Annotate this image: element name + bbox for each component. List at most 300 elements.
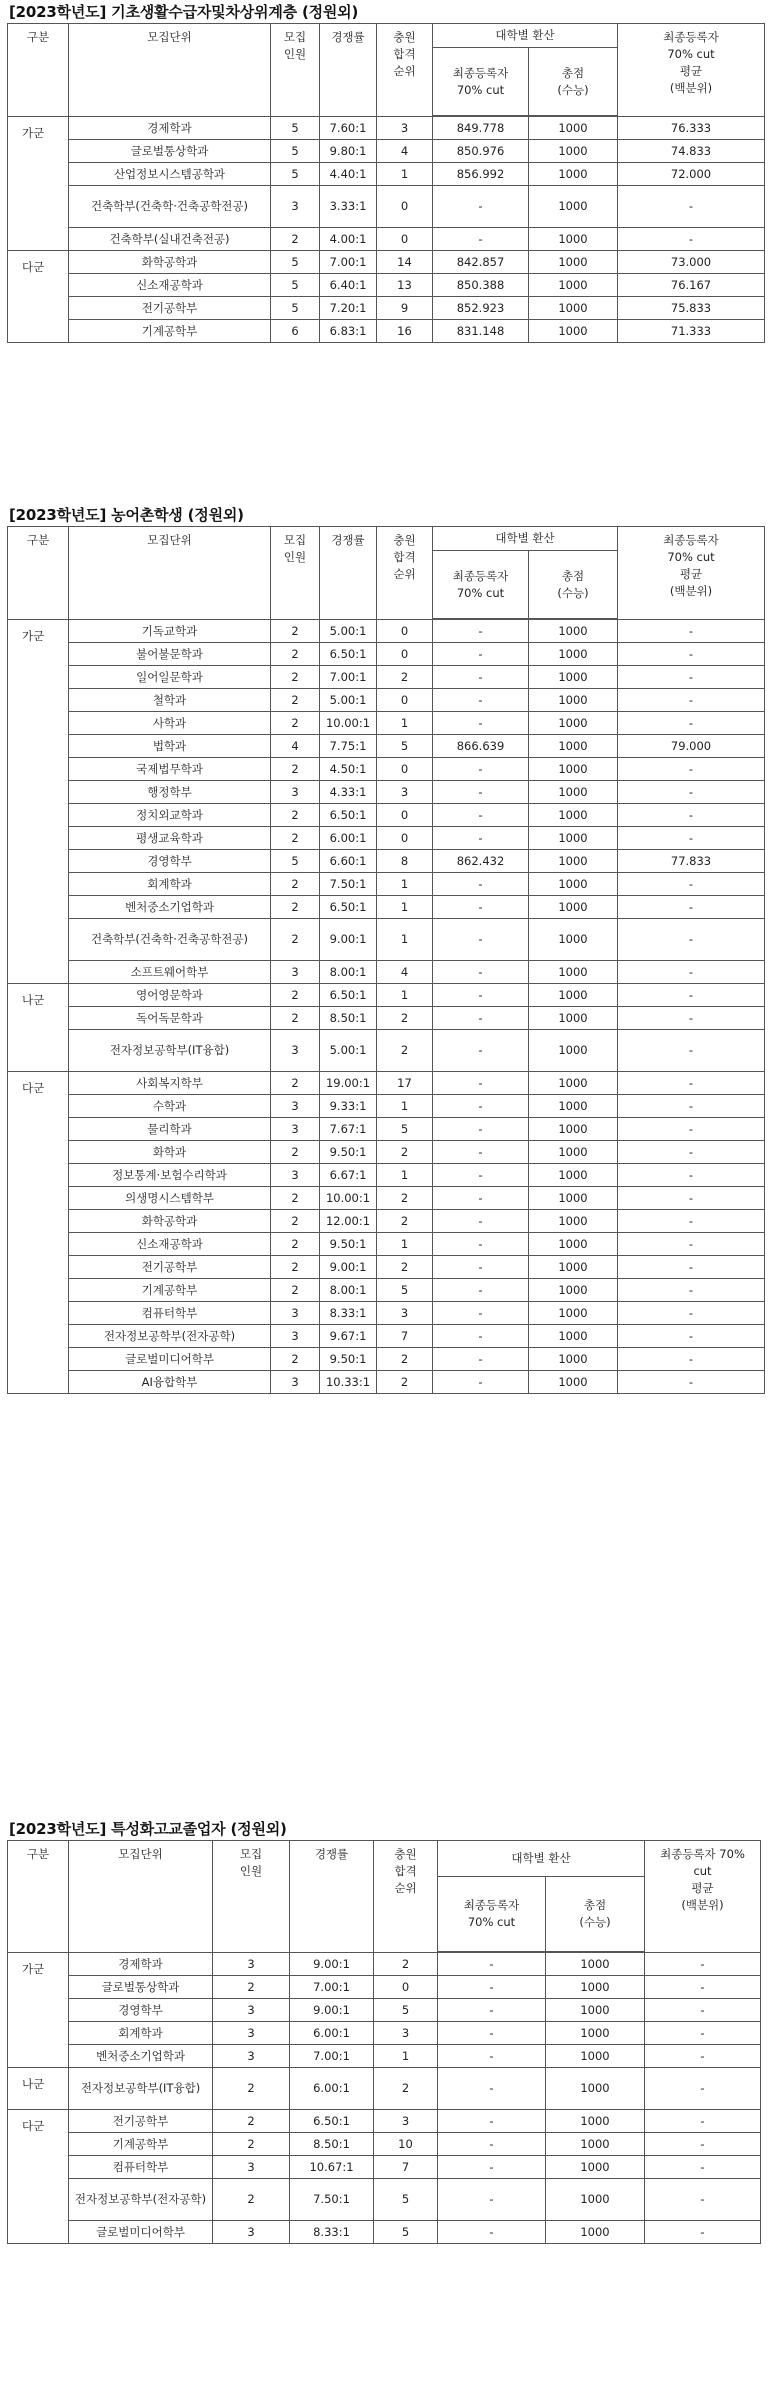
total-cell: 1000 <box>529 735 618 758</box>
rank-cell: 2 <box>377 1030 433 1072</box>
quota-cell: 2 <box>271 758 320 781</box>
rank-cell: 5 <box>377 1118 433 1141</box>
header-line: 모집 <box>283 533 307 547</box>
dept-cell: 회계학과 <box>69 2022 213 2045</box>
ratio-cell: 6.50:1 <box>320 984 377 1007</box>
table-row <box>8 140 765 163</box>
rank-cell: 1 <box>377 163 433 186</box>
table-row <box>8 1953 761 1976</box>
total-cell: 1000 <box>546 2133 645 2156</box>
quota-cell: 2 <box>271 643 320 666</box>
quota-cell: 6 <box>271 320 320 343</box>
ratio-cell: 6.00:1 <box>290 2068 374 2110</box>
avg-cell: 76.167 <box>618 274 765 297</box>
dept-cell: 불어불문학과 <box>69 643 271 666</box>
avg-cell: - <box>618 873 765 896</box>
avg-cell: - <box>618 1233 765 1256</box>
avg-cell: - <box>618 643 765 666</box>
cut70-cell: - <box>433 1007 529 1030</box>
quota-cell: 4 <box>271 735 320 758</box>
cut70-cell: - <box>433 781 529 804</box>
table-body <box>8 1841 761 2244</box>
cut70-cell: 831.148 <box>433 320 529 343</box>
rank-cell: 5 <box>374 1999 438 2022</box>
avg-cell: - <box>618 984 765 1007</box>
table-row <box>8 274 765 297</box>
ratio-cell: 6.50:1 <box>320 804 377 827</box>
header-total <box>529 48 618 116</box>
avg-cell: - <box>618 1325 765 1348</box>
header-line: 합격 <box>394 1864 417 1878</box>
avg-cell: - <box>645 2068 761 2110</box>
quota-cell: 3 <box>213 2156 290 2179</box>
cut70-cell: - <box>433 1279 529 1302</box>
table-row <box>8 1164 765 1187</box>
section-title: [2023학년도] 특성화고교졸업자 (정원외) <box>9 1820 287 1838</box>
header-line: 70% cut <box>667 47 715 61</box>
avg-cell: 74.833 <box>618 140 765 163</box>
cut70-cell: - <box>438 1976 546 1999</box>
avg-cell: - <box>645 2133 761 2156</box>
quota-cell: 5 <box>271 163 320 186</box>
total-cell: 1000 <box>529 620 618 643</box>
rank-cell: 1 <box>374 2045 438 2068</box>
rank-cell: 2 <box>377 1371 433 1394</box>
quota-cell: 2 <box>271 1210 320 1233</box>
avg-cell: 79.000 <box>618 735 765 758</box>
rank-cell: 7 <box>377 1325 433 1348</box>
table-row <box>8 1118 765 1141</box>
total-cell: 1000 <box>529 896 618 919</box>
quota-cell: 2 <box>271 620 320 643</box>
ratio-cell: 7.67:1 <box>320 1118 377 1141</box>
dept-cell: 경제학과 <box>69 1953 213 1976</box>
table-row <box>8 117 765 140</box>
cut70-cell: - <box>433 1256 529 1279</box>
avg-cell: - <box>618 961 765 984</box>
table-row <box>8 251 765 274</box>
group-cell: 나군 <box>8 2068 69 2110</box>
rank-cell: 5 <box>374 2179 438 2221</box>
ratio-cell: 8.00:1 <box>320 961 377 984</box>
admission-table <box>7 23 765 343</box>
quota-cell: 2 <box>271 1233 320 1256</box>
total-cell: 1000 <box>546 2110 645 2133</box>
ratio-cell: 6.40:1 <box>320 274 377 297</box>
cut70-cell: - <box>433 961 529 984</box>
table-row <box>8 1233 765 1256</box>
quota-cell: 3 <box>271 1371 320 1394</box>
dept-cell: 독어독문학과 <box>69 1007 271 1030</box>
header-dept: 모집단위 <box>69 527 271 620</box>
total-cell: 1000 <box>529 1141 618 1164</box>
dept-cell: 전기공학부 <box>69 297 271 320</box>
table-row <box>8 643 765 666</box>
rank-cell: 3 <box>377 781 433 804</box>
cut70-cell: - <box>438 2022 546 2045</box>
total-cell: 1000 <box>529 228 618 251</box>
header-cut70 <box>433 48 529 116</box>
dept-cell: 철학과 <box>69 689 271 712</box>
dept-cell: 컴퓨터학부 <box>69 2156 213 2179</box>
dept-cell: 행정학부 <box>69 781 271 804</box>
total-cell: 1000 <box>529 251 618 274</box>
header-conversion: 대학별 환산 <box>438 1841 645 1877</box>
ratio-cell: 7.00:1 <box>290 2045 374 2068</box>
total-cell: 1000 <box>529 1007 618 1030</box>
avg-cell: - <box>618 1164 765 1187</box>
cut70-cell: - <box>433 1371 529 1394</box>
cut70-cell: - <box>433 712 529 735</box>
total-cell: 1000 <box>529 1371 618 1394</box>
avg-cell: - <box>645 2045 761 2068</box>
table-row <box>8 1210 765 1233</box>
rank-cell: 4 <box>377 140 433 163</box>
rank-cell: 1 <box>377 873 433 896</box>
header-line: 충원 <box>393 533 416 547</box>
header-line: 인원 <box>283 47 307 61</box>
dept-cell: 글로벌통상학과 <box>69 140 271 163</box>
quota-cell: 2 <box>271 919 320 961</box>
dept-cell: 신소재공학과 <box>69 1233 271 1256</box>
total-cell: 1000 <box>529 919 618 961</box>
avg-cell: 73.000 <box>618 251 765 274</box>
rank-cell: 0 <box>377 689 433 712</box>
rank-cell: 2 <box>377 1007 433 1030</box>
total-cell: 1000 <box>529 1118 618 1141</box>
ratio-cell: 9.00:1 <box>290 1999 374 2022</box>
avg-cell: - <box>645 2179 761 2221</box>
table-row <box>8 1348 765 1371</box>
avg-cell: - <box>645 1953 761 1976</box>
avg-cell: - <box>618 1256 765 1279</box>
cut70-cell: 850.976 <box>433 140 529 163</box>
quota-cell: 2 <box>213 2133 290 2156</box>
quota-cell: 2 <box>271 873 320 896</box>
rank-cell: 2 <box>374 2068 438 2110</box>
rank-cell: 5 <box>377 1279 433 1302</box>
dept-cell: 사회복지학부 <box>69 1072 271 1095</box>
rank-cell: 5 <box>377 735 433 758</box>
cut70-cell: - <box>433 643 529 666</box>
header-line: 최종등록자 70% <box>660 1847 745 1861</box>
avg-cell: - <box>645 2110 761 2133</box>
avg-cell: - <box>618 228 765 251</box>
admission-table <box>7 526 765 1394</box>
group-cell: 가군 <box>8 117 69 251</box>
avg-cell: - <box>645 1999 761 2022</box>
header-avg <box>618 24 765 117</box>
table-row <box>8 1095 765 1118</box>
total-cell: 1000 <box>529 1233 618 1256</box>
rank-cell: 8 <box>377 850 433 873</box>
header-line: 모집 <box>239 1847 263 1861</box>
ratio-cell: 8.50:1 <box>320 1007 377 1030</box>
quota-cell: 5 <box>271 117 320 140</box>
header-line: 총점 <box>561 65 585 80</box>
avg-cell: - <box>645 1976 761 1999</box>
header-line: 70% cut <box>667 550 715 564</box>
rank-cell: 2 <box>377 1141 433 1164</box>
cut70-cell: - <box>433 919 529 961</box>
ratio-cell: 6.50:1 <box>320 896 377 919</box>
rank-cell: 1 <box>377 984 433 1007</box>
quota-cell: 5 <box>271 140 320 163</box>
rank-cell: 3 <box>374 2022 438 2045</box>
table-row <box>8 1371 765 1394</box>
table-row <box>8 2221 761 2244</box>
header-avg <box>618 527 765 620</box>
avg-cell: - <box>618 781 765 804</box>
table-row <box>8 2045 761 2068</box>
header-line: 충원 <box>394 1847 417 1861</box>
dept-cell: 기독교학과 <box>69 620 271 643</box>
ratio-cell: 3.33:1 <box>320 186 377 228</box>
total-cell: 1000 <box>529 689 618 712</box>
table-row <box>8 735 765 758</box>
dept-cell: 전기공학부 <box>69 2110 213 2133</box>
ratio-cell: 7.00:1 <box>290 1976 374 1999</box>
table-row <box>8 1976 761 1999</box>
total-cell: 1000 <box>529 163 618 186</box>
table-row <box>8 804 765 827</box>
header-line: 최종등록자 <box>663 30 719 44</box>
group-cell: 다군 <box>8 251 69 343</box>
header-avg <box>645 1841 761 1953</box>
table-row <box>8 2156 761 2179</box>
rank-cell: 1 <box>377 712 433 735</box>
rank-cell: 0 <box>377 643 433 666</box>
header-line: 인원 <box>239 1864 263 1878</box>
ratio-cell: 4.00:1 <box>320 228 377 251</box>
quota-cell: 2 <box>271 712 320 735</box>
quota-cell: 5 <box>271 251 320 274</box>
header-group: 구분 <box>8 527 69 620</box>
rank-cell: 0 <box>374 1976 438 1999</box>
dept-cell: 의생명시스템학부 <box>69 1187 271 1210</box>
ratio-cell: 6.67:1 <box>320 1164 377 1187</box>
table-row <box>8 297 765 320</box>
total-cell: 1000 <box>529 297 618 320</box>
ratio-cell: 4.33:1 <box>320 781 377 804</box>
rank-cell: 2 <box>377 1256 433 1279</box>
avg-cell: - <box>618 758 765 781</box>
rank-cell: 13 <box>377 274 433 297</box>
quota-cell: 3 <box>271 1325 320 1348</box>
cut70-cell: 842.857 <box>433 251 529 274</box>
rank-cell: 2 <box>377 666 433 689</box>
rank-cell: 1 <box>377 896 433 919</box>
cut70-cell: - <box>433 1348 529 1371</box>
ratio-cell: 7.00:1 <box>320 251 377 274</box>
header-line: 충원 <box>393 30 416 44</box>
header-line: 최종등록자 <box>452 65 509 80</box>
ratio-cell: 8.50:1 <box>290 2133 374 2156</box>
rank-cell: 0 <box>377 228 433 251</box>
total-cell: 1000 <box>529 873 618 896</box>
avg-cell: - <box>645 2022 761 2045</box>
total-cell: 1000 <box>529 1256 618 1279</box>
avg-cell: - <box>618 804 765 827</box>
ratio-cell: 6.50:1 <box>320 643 377 666</box>
table-row <box>8 320 765 343</box>
group-cell: 가군 <box>8 620 69 984</box>
cut70-cell: - <box>433 1030 529 1072</box>
dept-cell: 평생교육학과 <box>69 827 271 850</box>
total-cell: 1000 <box>529 961 618 984</box>
rank-cell: 4 <box>377 961 433 984</box>
table-body <box>8 527 765 1394</box>
table-row <box>8 984 765 1007</box>
quota-cell: 2 <box>271 1279 320 1302</box>
quota-cell: 2 <box>213 2179 290 2221</box>
rank-cell: 2 <box>377 1348 433 1371</box>
quota-cell: 2 <box>213 2068 290 2110</box>
dept-cell: 컴퓨터학부 <box>69 1302 271 1325</box>
dept-cell: 기계공학부 <box>69 320 271 343</box>
avg-cell: - <box>645 2221 761 2244</box>
quota-cell: 2 <box>271 1141 320 1164</box>
quota-cell: 3 <box>213 2022 290 2045</box>
ratio-cell: 9.80:1 <box>320 140 377 163</box>
header-dept: 모집단위 <box>69 24 271 117</box>
dept-cell: 전자정보공학부(전자공학) <box>69 2179 213 2221</box>
header-line: 모집 <box>283 30 307 44</box>
cut70-cell: - <box>433 1072 529 1095</box>
rank-cell: 1 <box>377 1095 433 1118</box>
table-row <box>8 873 765 896</box>
cut70-cell: - <box>433 873 529 896</box>
ratio-cell: 5.00:1 <box>320 1030 377 1072</box>
cut70-cell: 862.432 <box>433 850 529 873</box>
table-row <box>8 228 765 251</box>
dept-cell: 국제법무학과 <box>69 758 271 781</box>
quota-cell: 3 <box>213 1999 290 2022</box>
header-conversion: 대학별 환산 <box>433 24 618 48</box>
dept-cell: 경영학부 <box>69 850 271 873</box>
header-line: 순위 <box>394 1881 417 1895</box>
quota-cell: 2 <box>271 1187 320 1210</box>
total-cell: 1000 <box>546 2156 645 2179</box>
avg-cell: - <box>618 1007 765 1030</box>
quota-cell: 3 <box>213 1953 290 1976</box>
header-line: 합격 <box>393 47 416 61</box>
header-line: 최종등록자 <box>452 568 509 583</box>
avg-cell: - <box>618 620 765 643</box>
table-row <box>8 781 765 804</box>
header-ratio: 경쟁률 <box>320 527 377 620</box>
total-cell: 1000 <box>529 1279 618 1302</box>
dept-cell: 벤처중소기업학과 <box>69 896 271 919</box>
total-cell: 1000 <box>529 1072 618 1095</box>
total-cell: 1000 <box>529 643 618 666</box>
total-cell: 1000 <box>529 320 618 343</box>
quota-cell: 2 <box>271 689 320 712</box>
avg-cell: - <box>618 1279 765 1302</box>
ratio-cell: 7.75:1 <box>320 735 377 758</box>
table-row <box>8 1325 765 1348</box>
header-cut70 <box>438 1877 546 1952</box>
total-cell: 1000 <box>546 1953 645 1976</box>
ratio-cell: 9.50:1 <box>320 1233 377 1256</box>
avg-cell: - <box>618 186 765 228</box>
ratio-cell: 6.83:1 <box>320 320 377 343</box>
header-cut70 <box>433 551 529 619</box>
avg-cell: - <box>618 1118 765 1141</box>
ratio-cell: 7.50:1 <box>320 873 377 896</box>
header-line: (수능) <box>557 82 589 97</box>
dept-cell: 산업정보시스템공학과 <box>69 163 271 186</box>
rank-cell: 2 <box>377 1210 433 1233</box>
dept-cell: 일어일문학과 <box>69 666 271 689</box>
total-cell: 1000 <box>546 2022 645 2045</box>
quota-cell: 3 <box>271 1095 320 1118</box>
table-row <box>8 666 765 689</box>
ratio-cell: 10.00:1 <box>320 712 377 735</box>
total-cell: 1000 <box>529 1030 618 1072</box>
table-row <box>8 2068 761 2110</box>
ratio-cell: 7.50:1 <box>290 2179 374 2221</box>
cut70-cell: - <box>433 1233 529 1256</box>
quota-cell: 3 <box>271 186 320 228</box>
quota-cell: 5 <box>271 850 320 873</box>
table-row <box>8 1187 765 1210</box>
avg-cell: 71.333 <box>618 320 765 343</box>
header-line: 순위 <box>393 64 416 78</box>
header-group: 구분 <box>8 1841 69 1953</box>
table-row <box>8 1007 765 1030</box>
cut70-cell: - <box>438 1999 546 2022</box>
cut70-cell: 849.778 <box>433 117 529 140</box>
header-line: 총점 <box>583 1898 607 1912</box>
rank-cell: 3 <box>374 2110 438 2133</box>
header-ratio: 경쟁률 <box>290 1841 374 1953</box>
total-cell: 1000 <box>546 2179 645 2221</box>
cut70-cell: - <box>433 804 529 827</box>
dept-cell: 전자정보공학부(IT융합) <box>69 2068 213 2110</box>
total-cell: 1000 <box>529 1348 618 1371</box>
header-ratio: 경쟁률 <box>320 24 377 117</box>
rank-cell: 9 <box>377 297 433 320</box>
quota-cell: 2 <box>271 827 320 850</box>
table-row <box>8 1302 765 1325</box>
header-line: (수능) <box>579 1915 611 1929</box>
dept-cell: 영어영문학과 <box>69 984 271 1007</box>
table-row <box>8 1030 765 1072</box>
quota-cell: 3 <box>213 2221 290 2244</box>
total-cell: 1000 <box>529 804 618 827</box>
cut70-cell: 856.992 <box>433 163 529 186</box>
table-row <box>8 1999 761 2022</box>
total-cell: 1000 <box>546 2221 645 2244</box>
avg-cell: - <box>618 1371 765 1394</box>
header-quota <box>271 527 320 620</box>
ratio-cell: 6.00:1 <box>320 827 377 850</box>
header-line: 평균 <box>679 567 703 581</box>
avg-cell: 76.333 <box>618 117 765 140</box>
cut70-cell: - <box>433 1302 529 1325</box>
avg-cell: - <box>618 1072 765 1095</box>
cut70-cell: - <box>433 1118 529 1141</box>
avg-cell: - <box>618 1302 765 1325</box>
ratio-cell: 10.67:1 <box>290 2156 374 2179</box>
total-cell: 1000 <box>529 1095 618 1118</box>
header-dept: 모집단위 <box>69 1841 213 1953</box>
table-row <box>8 689 765 712</box>
avg-cell: 72.000 <box>618 163 765 186</box>
section-title: [2023학년도] 기초생활수급자및차상위계층 (정원외) <box>9 3 359 21</box>
cut70-cell: - <box>433 1187 529 1210</box>
